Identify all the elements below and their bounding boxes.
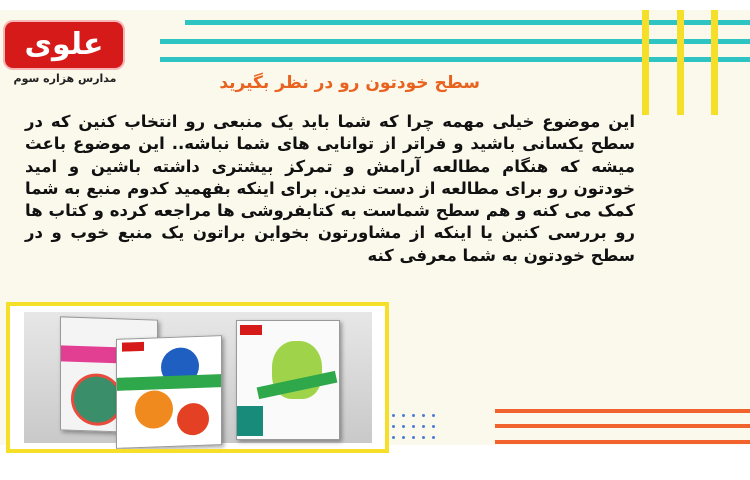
book-cover-3: [236, 320, 340, 440]
decor-bar-yellow-2: [677, 10, 684, 115]
section-heading: سطح خودتون رو در نظر بگیرید: [219, 73, 480, 93]
logo-text: علوی: [24, 27, 104, 62]
logo-subtitle: مدارس هزاره سوم: [13, 72, 117, 85]
decor-line-cyan-3: [160, 57, 750, 62]
decor-bar-yellow-3: [711, 10, 718, 115]
decor-bar-yellow-1: [642, 10, 649, 115]
body-paragraph: این موضوع خیلی مهمه چرا که شما باید یک منبعی رو انتخاب کنین که در سطح یکسانی باشید و فراتر از توانایی های شما نباشه.. این موضوع باعث میشه که هنگام مطالعه آرامش و تمرکز بیشتری داشته باشین و امید خودتون رو برای مطالعه از دست ندین. برای اینکه بفهمید کدوم منبع به شما کمک می کنه و هم سطح شماست به کتابفروشی ها مراجعه کرده و کتاب ها رو بررسی کنین یا اینکه از مشاورتون بخواین براتون یک منبع خوب و در سطح خودتون به شما معرفی کنه: [25, 112, 635, 265]
decor-line-orange-2: [495, 424, 750, 428]
decor-line-orange-3: [495, 440, 750, 444]
books-photo-icon: [24, 312, 372, 443]
books-image-frame: [6, 302, 389, 453]
logo: [5, 22, 123, 68]
decor-line-cyan-2: [160, 39, 750, 44]
decor-line-orange-1: [495, 409, 750, 413]
book-cover-2: [116, 335, 222, 449]
decor-dots: [392, 414, 452, 440]
decor-line-cyan-1: [185, 20, 750, 25]
